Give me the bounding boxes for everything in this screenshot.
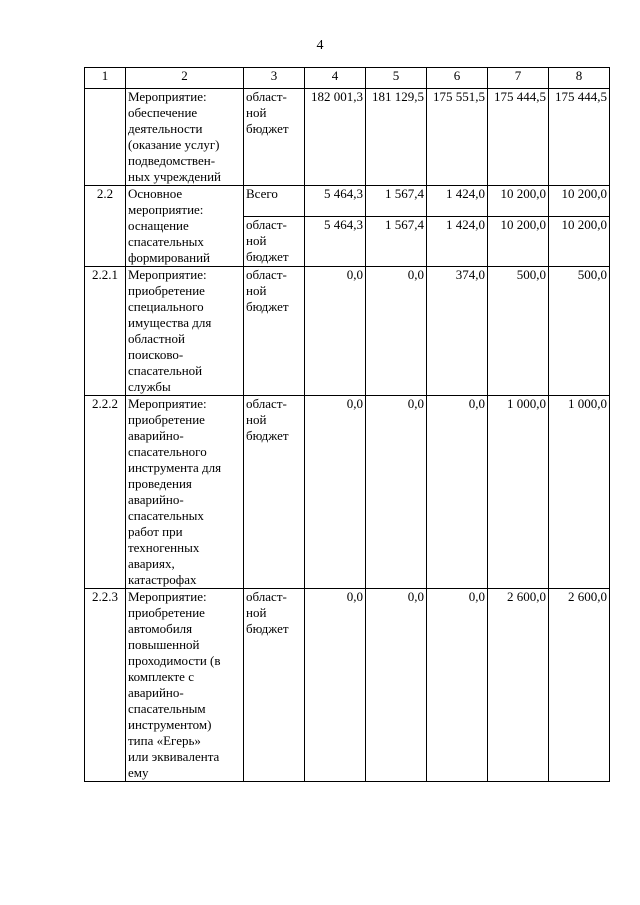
value-cell: 1 000,0 — [488, 396, 549, 589]
value-cell: 0,0 — [427, 396, 488, 589]
value-cell: 0,0 — [366, 396, 427, 589]
row-name: Мероприятие: приобретение автомобиля повышенной проходимости (в комплекте с аварийно- спасательным инструментом) типа «Егерь» или эквивалента ему — [126, 589, 244, 782]
table-row — [85, 89, 610, 186]
value-cell: 175 444,5 — [488, 89, 549, 186]
value-cell: 374,0 — [427, 267, 488, 396]
value-cell: 175 444,5 — [549, 89, 610, 186]
funding-source: област- ной бюджет — [244, 396, 305, 589]
row-name: Мероприятие: приобретение аварийно- спасательного инструмента для проведения аварийно- спасательных работ при техногенных авариях, катастрофах — [126, 396, 244, 589]
column-header: 7 — [488, 68, 549, 89]
value-cell: 1 424,0 — [427, 217, 488, 267]
value-cell: 5 464,3 — [305, 217, 366, 267]
row-number: 2.2.2 — [85, 396, 126, 589]
header-row — [85, 68, 610, 89]
table-row — [85, 396, 610, 589]
column-header: 8 — [549, 68, 610, 89]
funding-source: област- ной бюджет — [244, 217, 305, 267]
column-header: 4 — [305, 68, 366, 89]
column-header: 6 — [427, 68, 488, 89]
row-name: Мероприятие: приобретение специального имущества для областной поисково- спасательной службы — [126, 267, 244, 396]
funding-source: Всего — [244, 186, 305, 217]
funding-source: област- ной бюджет — [244, 267, 305, 396]
row-number: 2.2.3 — [85, 589, 126, 782]
value-cell: 0,0 — [305, 267, 366, 396]
value-cell: 1 567,4 — [366, 186, 427, 217]
value-cell: 0,0 — [305, 396, 366, 589]
table-row — [85, 267, 610, 396]
value-cell: 0,0 — [427, 589, 488, 782]
budget-table — [84, 67, 610, 782]
funding-source: област- ной бюджет — [244, 89, 305, 186]
row-number — [85, 89, 126, 186]
value-cell: 1 567,4 — [366, 217, 427, 267]
value-cell: 10 200,0 — [488, 186, 549, 217]
column-header: 3 — [244, 68, 305, 89]
row-number: 2.2 — [85, 186, 126, 267]
value-cell: 2 600,0 — [549, 589, 610, 782]
value-cell: 1 424,0 — [427, 186, 488, 217]
value-cell: 2 600,0 — [488, 589, 549, 782]
value-cell: 10 200,0 — [549, 186, 610, 217]
value-cell: 500,0 — [549, 267, 610, 396]
page-number: 4 — [316, 38, 324, 53]
table-row — [85, 186, 610, 217]
column-header: 5 — [366, 68, 427, 89]
value-cell: 182 001,3 — [305, 89, 366, 186]
column-header: 1 — [85, 68, 126, 89]
value-cell: 0,0 — [305, 589, 366, 782]
row-name: Мероприятие: обеспечение деятельности (оказание услуг) подведомствен- ных учреждений — [126, 89, 244, 186]
column-header: 2 — [126, 68, 244, 89]
value-cell: 0,0 — [366, 267, 427, 396]
value-cell: 1 000,0 — [549, 396, 610, 589]
funding-source: област- ной бюджет — [244, 589, 305, 782]
value-cell: 10 200,0 — [488, 217, 549, 267]
table-row — [85, 589, 610, 782]
row-number: 2.2.1 — [85, 267, 126, 396]
value-cell: 0,0 — [366, 589, 427, 782]
row-name: Основное мероприятие: оснащение спасательных формирований — [126, 186, 244, 267]
value-cell: 181 129,5 — [366, 89, 427, 186]
value-cell: 5 464,3 — [305, 186, 366, 217]
value-cell: 10 200,0 — [549, 217, 610, 267]
value-cell: 175 551,5 — [427, 89, 488, 186]
value-cell: 500,0 — [488, 267, 549, 396]
